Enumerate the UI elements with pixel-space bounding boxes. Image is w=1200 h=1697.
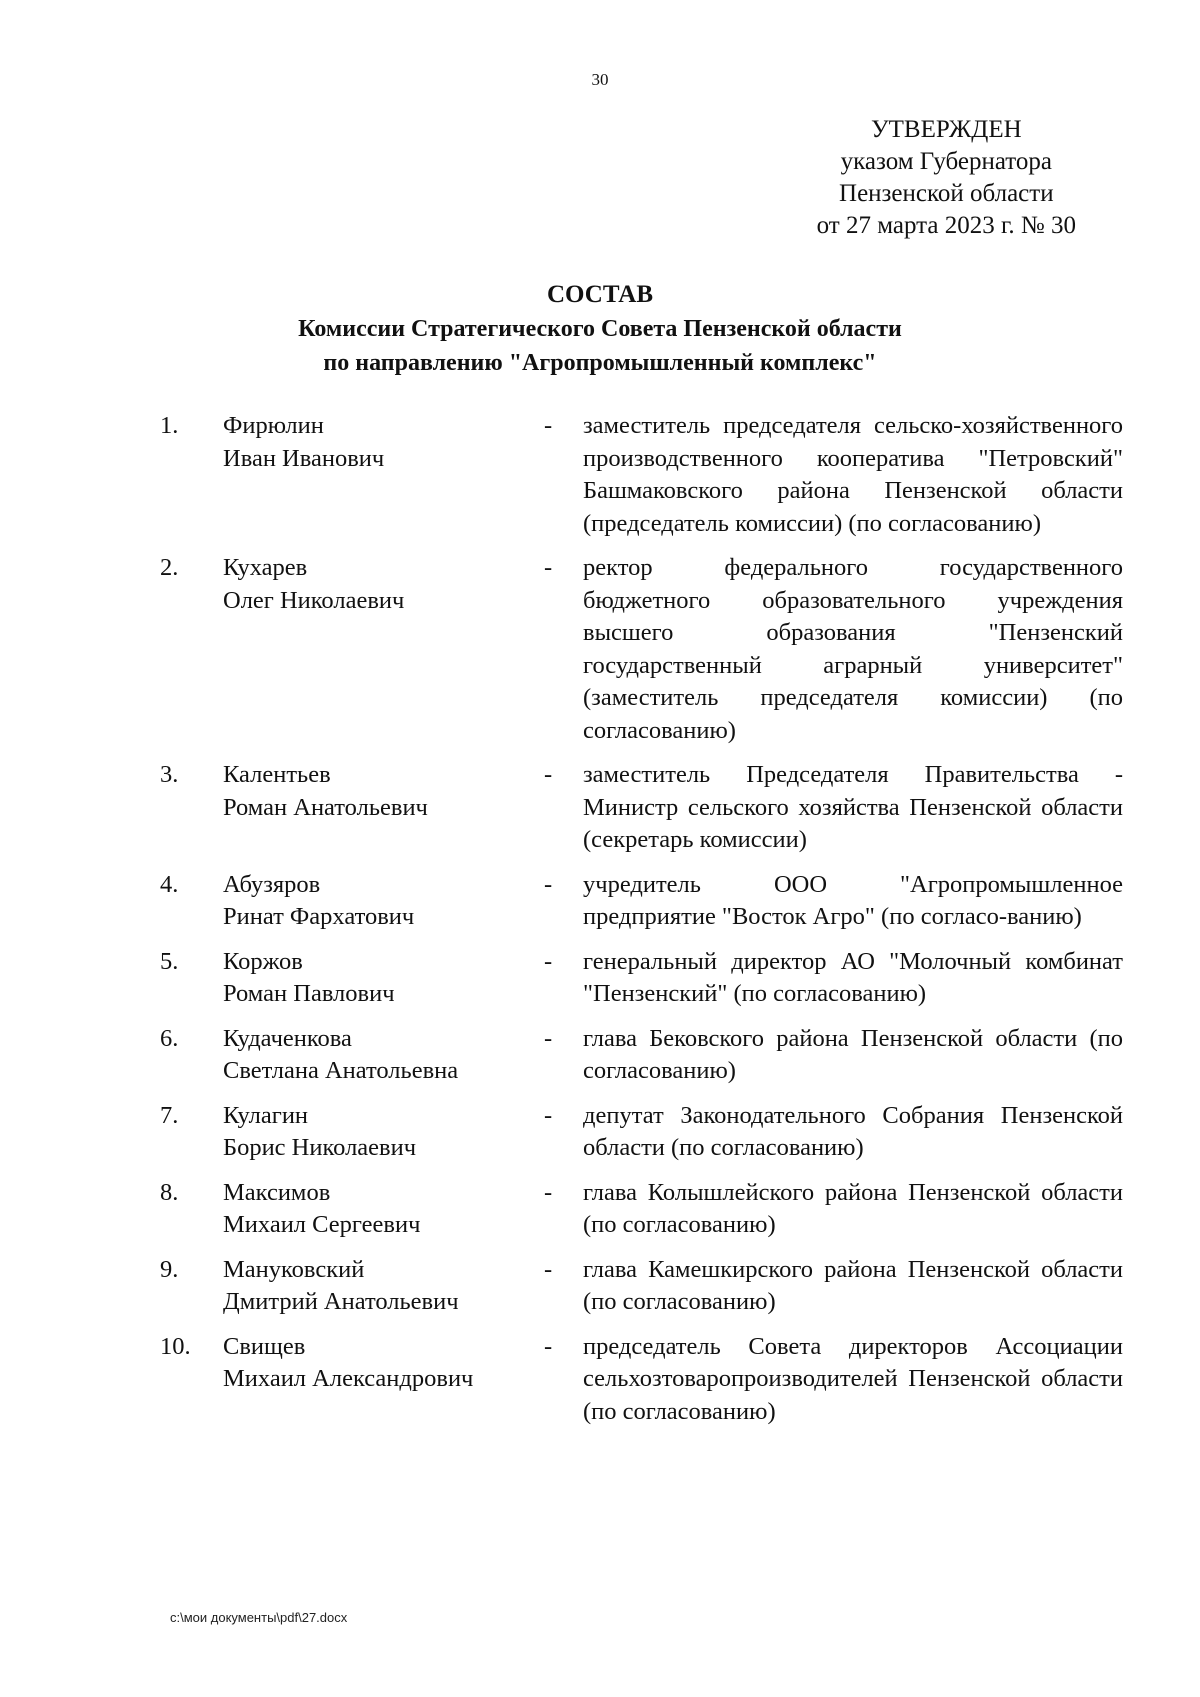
member-name — [223, 552, 540, 747]
list-item — [160, 1023, 1150, 1088]
member-number: 6. — [160, 1024, 179, 1052]
member-name — [223, 759, 540, 857]
member-role: депутат Законодательного Собрания Пензенской области (по согласованию) — [583, 1101, 1123, 1161]
member-dash: - — [544, 870, 553, 898]
member-number: 3. — [160, 761, 179, 788]
page-number: 30 — [591, 70, 609, 89]
list-item — [160, 1100, 1150, 1165]
member-name — [223, 1100, 540, 1165]
member-surname: Кухарев — [223, 554, 308, 581]
member-name — [223, 1254, 540, 1319]
member-surname: Мануковский — [223, 1255, 365, 1283]
member-surname: Кудаченкова — [223, 1024, 352, 1052]
file-path-footer: c:\мои документы\pdf\27.docx — [170, 1610, 348, 1625]
member-given-names: Светлана Анатольевна — [223, 1057, 459, 1084]
document-subtitle: Комиссии Стратегического Совета Пензенской области — [298, 316, 902, 342]
member-role: ректор федерального государственного бюджетного образовательного учреждения высшего образования "Пензенский государственный аграрный университет" (заместитель председателя комиссии) (по согласованию) — [583, 554, 1123, 744]
member-given-names: Ринат Фархатович — [223, 903, 415, 930]
member-surname: Калентьев — [223, 761, 331, 788]
member-role: заместитель председателя сельско-хозяйственного производственного кооператива "Петровский" Башмаковского района Пензенской области (председатель комиссии) (по согласованию) — [583, 412, 1123, 537]
member-dash: - — [544, 1178, 553, 1206]
member-role: генеральный директор АО "Молочный комбинат "Пензенский" (по согласованию) — [583, 947, 1123, 1007]
member-surname: Максимов — [223, 1178, 331, 1206]
member-role: глава Бековского района Пензенской области (по согласованию) — [583, 1024, 1123, 1084]
member-dash: - — [544, 947, 553, 975]
member-given-names: Роман Анатольевич — [223, 793, 428, 821]
member-given-names: Борис Николаевич — [223, 1134, 417, 1161]
member-name — [223, 869, 540, 934]
member-dash: - — [544, 1332, 553, 1360]
member-number: 7. — [160, 1101, 179, 1129]
member-number: 1. — [160, 412, 179, 439]
member-given-names: Роман Павлович — [223, 980, 395, 1007]
approval-region: Пензенской области — [839, 180, 1054, 207]
member-dash: - — [544, 1101, 553, 1129]
member-given-names: Михаил Сергеевич — [223, 1211, 421, 1238]
member-dash: - — [544, 1255, 553, 1283]
member-surname: Свищев — [223, 1332, 306, 1360]
list-item — [160, 869, 1150, 934]
list-item — [160, 410, 1150, 540]
member-name — [223, 410, 540, 540]
member-surname: Коржов — [223, 947, 303, 975]
member-given-names: Олег Николаевич — [223, 586, 405, 614]
member-name — [223, 1331, 540, 1429]
approval-title: УТВЕРЖДЕН — [870, 116, 1022, 143]
approval-date: от 27 марта 2023 г. № 30 — [816, 212, 1076, 239]
approval-decree: указом Губернатора — [840, 148, 1052, 175]
member-role: глава Камешкирского района Пензенской области (по согласованию) — [583, 1255, 1123, 1315]
member-number: 9. — [160, 1255, 179, 1283]
member-number: 5. — [160, 947, 179, 975]
member-given-names: Дмитрий Анатольевич — [223, 1288, 459, 1315]
list-item — [160, 759, 1150, 857]
member-dash: - — [544, 761, 553, 788]
document-heading — [0, 278, 1200, 380]
member-name — [223, 1177, 540, 1242]
member-name — [223, 1023, 540, 1088]
member-dash: - — [544, 1024, 553, 1052]
member-surname: Абузяров — [223, 870, 321, 898]
approval-stamp — [817, 114, 1076, 242]
member-number: 10. — [160, 1332, 191, 1360]
members-list — [160, 410, 1150, 1440]
member-role: учредитель ООО "Агропромышленное предприятие "Восток Агро" (по согласо-ванию) — [583, 870, 1123, 930]
member-surname: Фирюлин — [223, 412, 324, 439]
member-dash: - — [544, 412, 553, 439]
member-number: 2. — [160, 554, 179, 581]
member-dash: - — [544, 554, 553, 581]
list-item — [160, 552, 1150, 747]
member-role: председатель Совета директоров Ассоциации сельхозтоваропроизводителей Пензенской области (по согласованию) — [583, 1332, 1123, 1425]
list-item — [160, 1254, 1150, 1319]
member-given-names: Михаил Александрович — [223, 1365, 474, 1392]
member-number: 8. — [160, 1178, 179, 1206]
member-role: глава Колышлейского района Пензенской области (по согласованию) — [583, 1178, 1123, 1238]
document-direction: по направлению "Агропромышленный комплекс" — [323, 350, 877, 376]
member-surname: Кулагин — [223, 1101, 309, 1129]
list-item — [160, 1331, 1150, 1429]
member-number: 4. — [160, 870, 179, 898]
member-role: заместитель Председателя Правительства - Министр сельского хозяйства Пензенской области (секретарь комиссии) — [583, 761, 1123, 853]
list-item — [160, 946, 1150, 1011]
member-given-names: Иван Иванович — [223, 444, 385, 472]
list-item — [160, 1177, 1150, 1242]
member-name — [223, 946, 540, 1011]
document-title: СОСТАВ — [546, 281, 654, 308]
